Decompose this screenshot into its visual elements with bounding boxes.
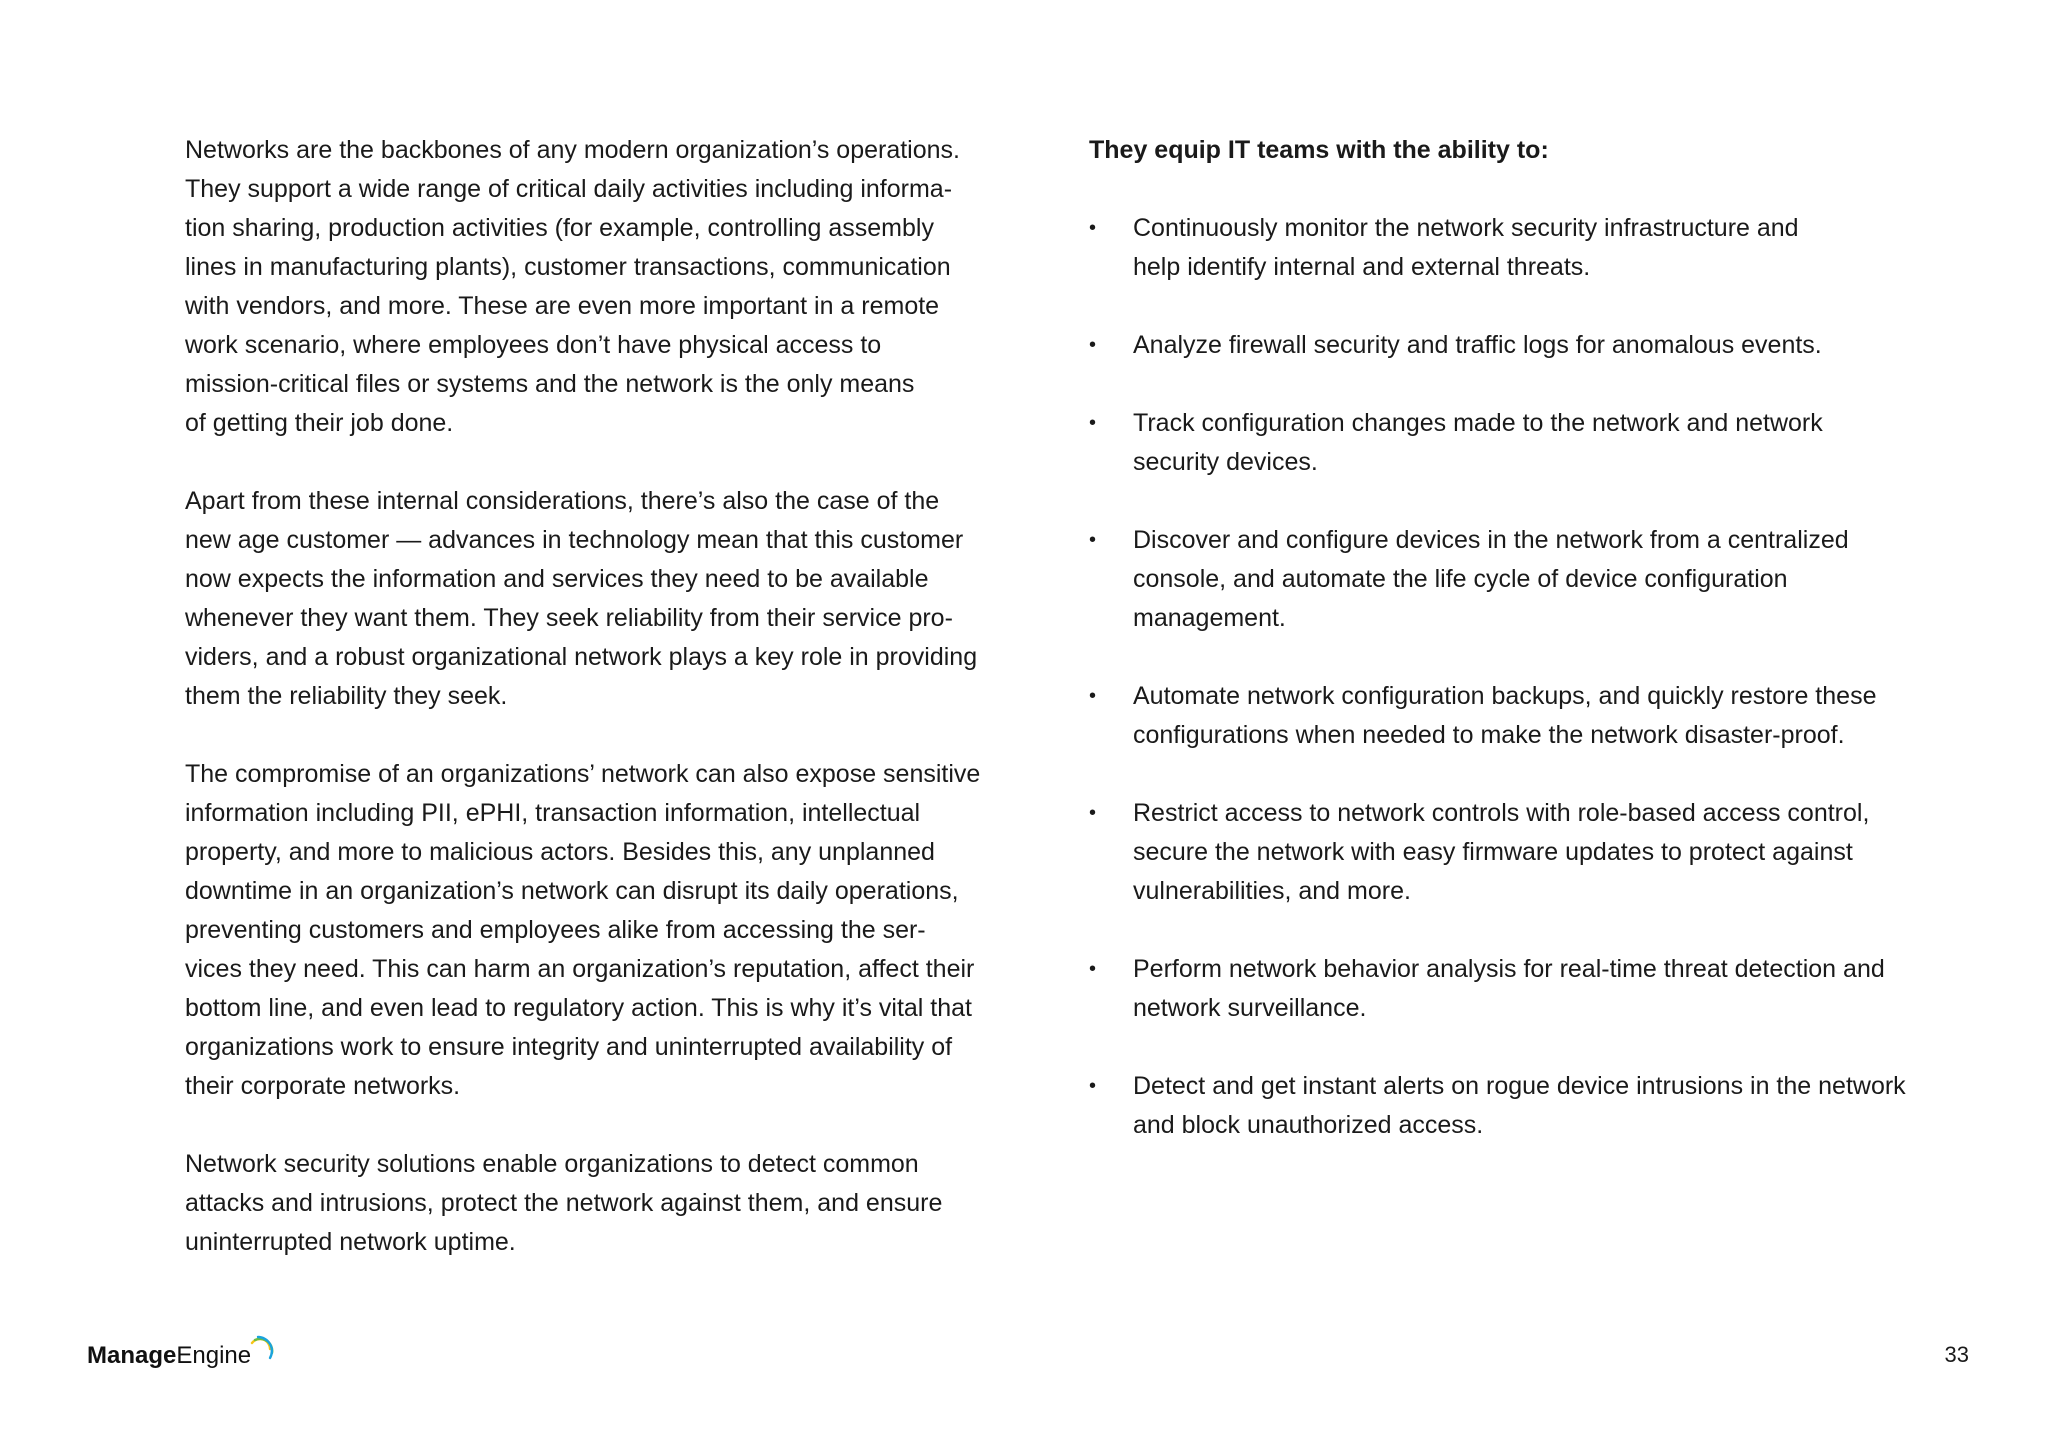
paragraph-security-solutions: Network security solutions enable organizations to detect common attacks and intrusions, protect the network against them, and ensure uninterrupted network uptime. [185,1150,943,1256]
paragraph-network-compromise: The compromise of an organizations’ network can also expose sensitive information including PII, ePHI, transaction information, intellectual property, and more to malicious actors. Besides this, any unplanned downtime in an organization’s network can disrupt its daily operations, preventing customers and employees alike from accessing the ser- vices they need. This can harm an organization’s reputation, affect their bottom line, and even lead to regulatory action. This is why it’s vital that organizations work to ensure integrity and uninterrupted availability of their corporate networks. [185,760,981,1100]
logo-wordmark [87,1336,251,1376]
list-item-text: Continuously monitor the network security infrastructure and help identify internal and external threats. [1133,214,1799,281]
bullet-icon: • [1089,802,1097,824]
list-item [1089,404,1949,482]
abilities-list [1089,209,1949,1145]
bullet-icon: • [1089,217,1097,239]
list-item-text: Track configuration changes made to the network and network security devices. [1133,409,1823,476]
list-item [1089,521,1949,638]
bullet-icon: • [1089,412,1097,434]
left-column [185,131,1015,1301]
abilities-heading: They equip IT teams with the ability to: [1089,136,1549,164]
list-item [1089,677,1949,755]
list-item [1089,794,1949,911]
list-item [1089,209,1949,287]
manageengine-arc-icon [248,1334,274,1362]
page-number: 33 [1944,1342,1969,1367]
bullet-icon: • [1089,958,1097,980]
paragraph-new-age-customer: Apart from these internal considerations, there’s also the case of the new age customer — advances in technology mean that this customer now expects the information and services they need to be available whenever they want them. They seek reliability from their service pro- viders, and a robust organizational network plays a key role in providing them the reliability they seek. [185,487,978,710]
list-item-text: Restrict access to network controls with role-based access control, secure the network with easy firmware updates to protect against vulnerabilities, and more. [1133,799,1870,905]
list-item-text: Automate network configuration backups, and quickly restore these configurations when needed to make the network disaster-proof. [1133,682,1877,749]
manageengine-logo [87,1336,274,1376]
list-item [1089,950,1949,1028]
list-item-text: Detect and get instant alerts on rogue device intrusions in the network and block unauthorized access. [1133,1072,1906,1139]
logo-wordmark-bold: Manage [87,1342,177,1369]
logo-wordmark-regular: Engine [176,1342,252,1369]
right-column [1089,131,1949,1184]
list-item [1089,1067,1949,1145]
list-item-text: Discover and configure devices in the network from a centralized console, and automate the life cycle of device configuration management. [1133,526,1849,632]
bullet-icon: • [1089,685,1097,707]
list-item-text: Perform network behavior analysis for real-time threat detection and network surveillance. [1133,955,1885,1022]
bullet-icon: • [1089,529,1097,551]
paragraph-networks-backbone: Networks are the backbones of any modern organization’s operations. They support a wide range of critical daily activities including informa- tion sharing, production activities (for example, controlling assembly lines in manufacturing plants), customer transactions, communication with vendors, and more. These are even more important in a remote work scenario, where employees don’t have physical access to mission-critical files or systems and the network is the only means of getting their job done. [185,136,960,437]
list-item-text: Analyze firewall security and traffic logs for anomalous events. [1133,331,1822,359]
list-item [1089,326,1949,365]
bullet-icon: • [1089,1075,1097,1097]
bullet-icon: • [1089,334,1097,356]
